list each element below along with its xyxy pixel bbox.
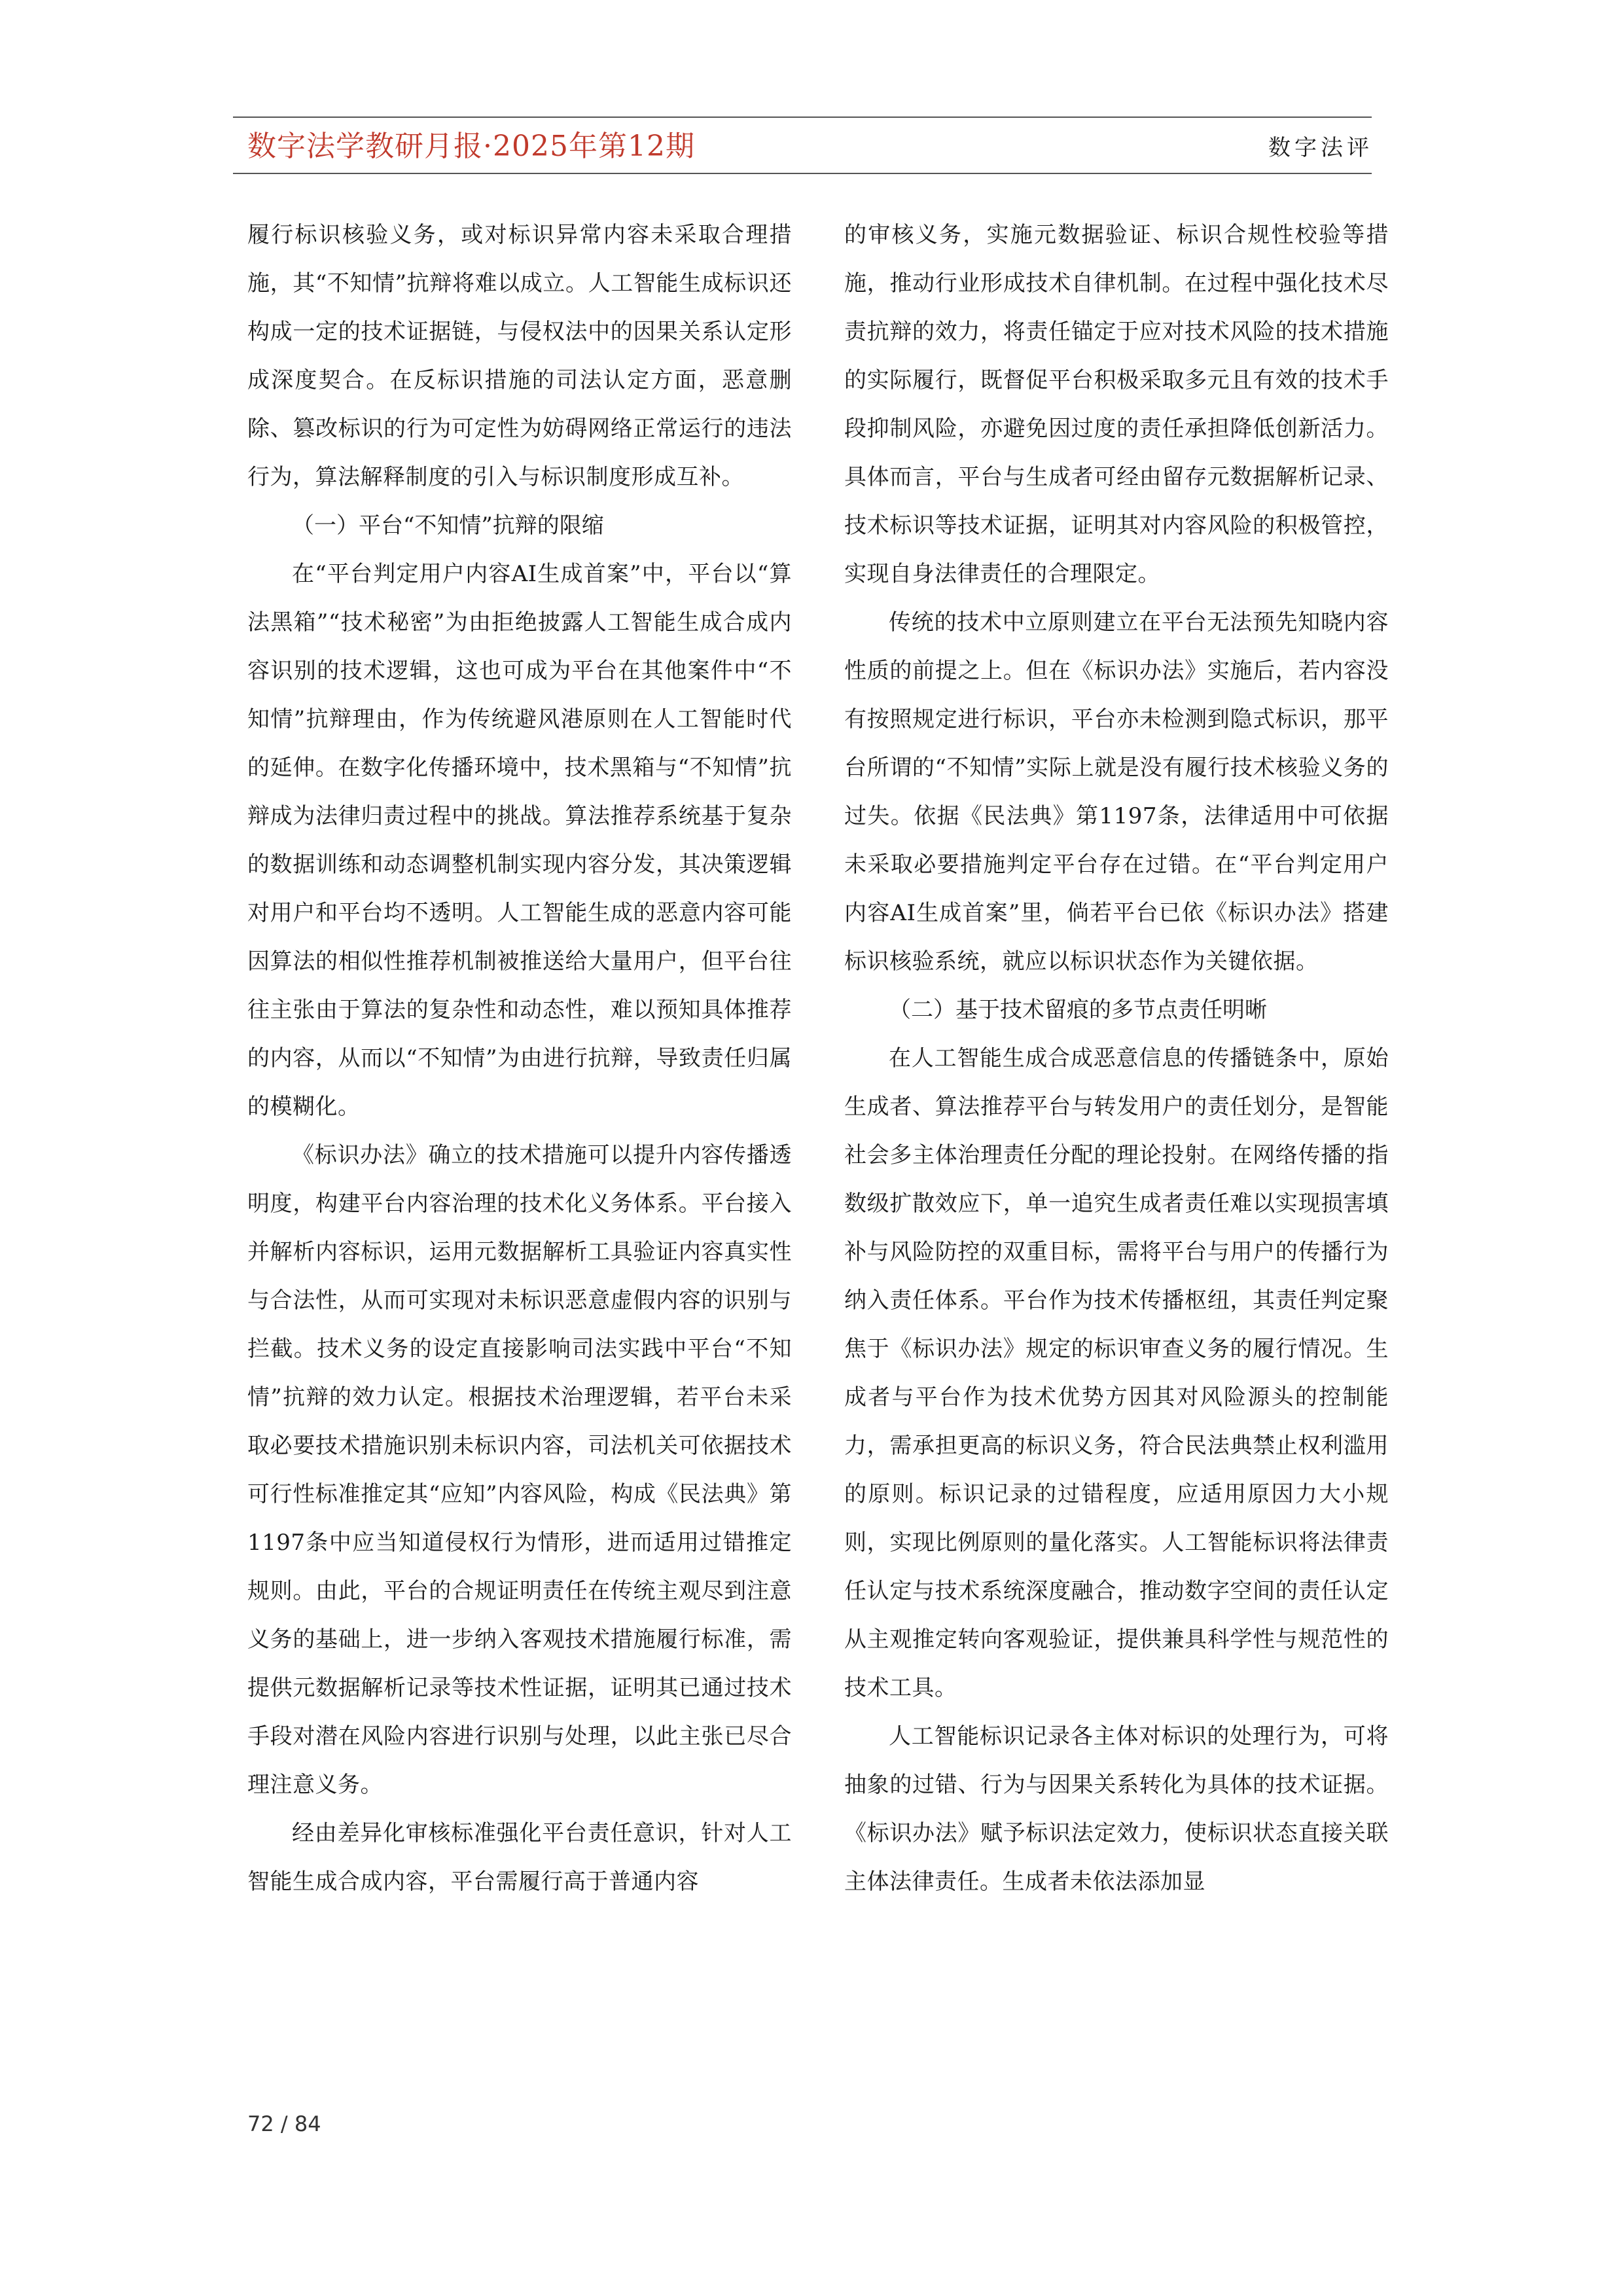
section-heading: （一）平台“不知情”抗辩的限缩 (292, 512, 604, 539)
paragraph: 经由差异化审核标准强化平台责任意识，针对人工智能生成合成内容，平台需履行高于普通内容 (247, 1820, 792, 1895)
paragraph: 在人工智能生成合成恶意信息的传播链条中，原始生成者、算法推荐平台与转发用户的责任划分，是智能社会多主体治理责任分配的理论投射。在网络传播的指数级扩散效应下，单一追究生成者责任难以实现损害填补与风险防控的双重目标，需将平台与用户的传播行为纳入责任体系。平台作为技术传播枢纽，其责任判定聚焦于《标识办法》规定的标识审查义务的履行情况。生成者与平台作为技术优势方因其对风险源头的控制能力，需承担更高的标识义务，符合民法典禁止权利滥用的原则。标识记录的过错程度，应适用原因力大小规则，实现比例原则的量化落实。人工智能标识将法律责任认定与技术系统深度融合，推动数字空间的责任认定从主观推定转向客观验证，提供兼具科学性与规范性的技术工具。 (844, 1045, 1389, 1701)
section-label: 数字法评 (1268, 135, 1373, 161)
page-number: 72 / 84 (247, 2111, 321, 2136)
right-column (844, 211, 1389, 1906)
paragraph: 《标识办法》确立的技术措施可以提升内容传播透明度，构建平台内容治理的技术化义务体系。平台接入并解析内容标识，运用元数据解析工具验证内容真实性与合法性，从而可实现对未标识恶意虚假内容的识别与拦截。技术义务的设定直接影响司法实践中平台“不知情”抗辩的效力认定。根据技术治理逻辑，若平台未采取必要技术措施识别未标识内容，司法机关可依据技术可行性标准推定其“应知”内容风险，构成《民法典》第1197条中应当知道侵权行为情形，进而适用过错推定规则。由此，平台的合规证明责任在传统主观尽到注意义务的基础上，进一步纳入客观技术措施履行标准，需提供元数据解析记录等技术性证据，证明其已通过技术手段对潜在风险内容进行识别与处理，以此主张已尽合理注意义务。 (247, 1142, 792, 1798)
paragraph: 履行标识核验义务，或对标识异常内容未采取合理措施，其“不知情”抗辩将难以成立。人工智能生成标识还构成一定的技术证据链，与侵权法中的因果关系认定形成深度契合。在反标识措施的司法认定方面，恶意删除、篡改标识的行为可定性为妨碍网络正常运行的违法行为，算法解释制度的引入与标识制度形成互补。 (247, 222, 792, 490)
paragraph: 的审核义务，实施元数据验证、标识合规性校验等措施，推动行业形成技术自律机制。在过程中强化技术尽责抗辩的效力，将责任锚定于应对技术风险的技术措施的实际履行，既督促平台积极采取多元且有效的技术手段抑制风险，亦避免因过度的责任承担降低创新活力。具体而言，平台与生成者可经由留存元数据解析记录、技术标识等技术证据，证明其对内容风险的积极管控，实现自身法律责任的合理限定。 (844, 222, 1389, 587)
left-column (247, 211, 792, 1906)
header-top-rule (233, 117, 1372, 118)
paragraph: 人工智能标识记录各主体对标识的处理行为，可将抽象的过错、行为与因果关系转化为具体的技术证据。《标识办法》赋予标识法定效力，使标识状态直接关联主体法律责任。生成者未依法添加显 (844, 1723, 1389, 1895)
paragraph: 在“平台判定用户内容AI生成首案”中，平台以“算法黑箱”“技术秘密”为由拒绝披露人工智能生成合成内容识别的技术逻辑，这也可成为平台在其他案件中“不知情”抗辩理由，作为传统避风港原则在人工智能时代的延伸。在数字化传播环境中，技术黑箱与“不知情”抗辩成为法律归责过程中的挑战。算法推荐系统基于复杂的数据训练和动态调整机制实现内容分发，其决策逻辑对用户和平台均不透明。人工智能生成的恶意内容可能因算法的相似性推荐机制被推送给大量用户，但平台往往主张由于算法的复杂性和动态性，难以预知具体推荐的内容，从而以“不知情”为由进行抗辩，导致责任归属的模糊化。 (247, 561, 792, 1120)
journal-title: 数字法学教研月报·2025年第12期 (247, 130, 695, 163)
paragraph: 传统的技术中立原则建立在平台无法预先知晓内容性质的前提之上。但在《标识办法》实施后，若内容没有按照规定进行标识，平台亦未检测到隐式标识，那平台所谓的“不知情”实际上就是没有履行技术核验义务的过失。依据《民法典》第1197条，法律适用中可依据未采取必要措施判定平台存在过错。在“平台判定用户内容AI生成首案”里，倘若平台已依《标识办法》搭建标识核验系统，就应以标识状态作为关键依据。 (844, 609, 1389, 975)
header-bottom-rule (233, 173, 1372, 174)
section-heading: （二）基于技术留痕的多节点责任明晰 (889, 997, 1267, 1023)
